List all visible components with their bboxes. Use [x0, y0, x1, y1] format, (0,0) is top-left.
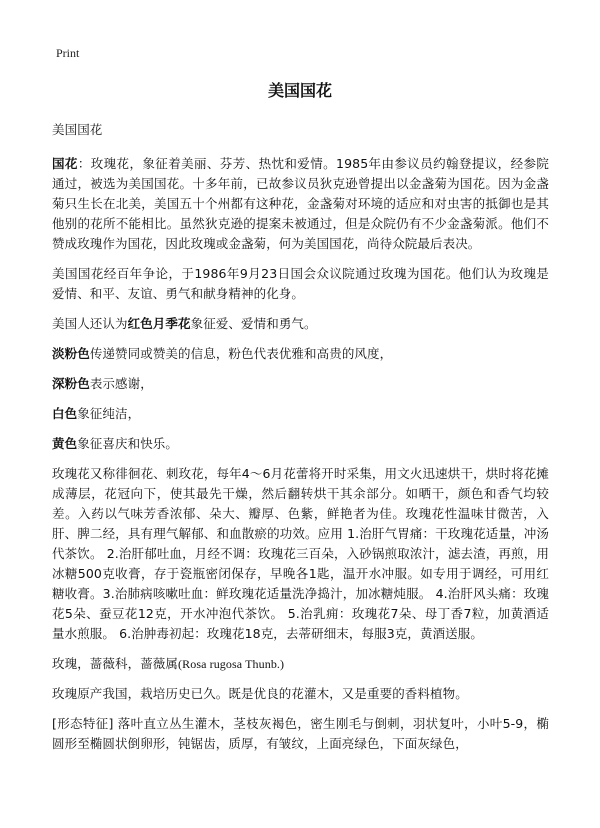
bold-term: 深粉色 [52, 376, 90, 391]
paragraph-light-pink [52, 344, 549, 364]
article-subtitle: 美国国花 [52, 122, 103, 137]
paragraph-red-rose [52, 314, 549, 334]
paragraph-dark-pink [52, 374, 549, 394]
latin-name: (Rosa rugosa Thunb.) [178, 657, 285, 671]
paragraph-text: ：玫瑰花，象征着美丽、芬芳、热忱和爱情。1985年由参议员约翰登提议，经参院通过，被选为美国国花。十多年前，已故参议员狄克逊曾提出以金盏菊为国花。因为金盏菊只生长在北美，美国五十个州都有这种花，金盏菊对环境的适应和对虫害的抵御也是其他别的花所不能相比。虽然狄克逊的提案未被通过，但是众院仍有不少金盏菊派。他们不赞成玫瑰作为国花，因此玫瑰或金盏菊，何为美国国花，尚待众院最后表决。 [52, 156, 549, 251]
paragraph-text: 表示感谢， [89, 376, 153, 391]
paragraph-yellow [52, 434, 549, 454]
paragraph-origin: 玫瑰原产我国，栽培历史已久。既是优良的花灌木，又是重要的香料植物。 [52, 686, 468, 701]
bold-term: 白色 [52, 406, 78, 421]
print-link[interactable]: Print [56, 46, 80, 60]
paragraph-text: 象征喜庆和快乐。 [77, 436, 179, 451]
paragraph-history: 美国国花经百年争论，于1986年9月23日国会众议院通过玫瑰为国花。他们认为玫瑰是爱情、和平、友谊、勇气和献身精神的化身。 [52, 266, 549, 301]
bold-term: 红色月季花 [127, 316, 191, 331]
paragraph-text: 传递赞同或赞美的信息，粉色代表优雅和高贵的风度， [89, 346, 393, 361]
paragraph-taxonomy [52, 654, 549, 674]
article-body [52, 120, 549, 754]
paragraph-national-flower [52, 154, 549, 254]
page-title: 美国国花 [267, 81, 332, 100]
paragraph-white [52, 404, 549, 424]
paragraph-text: 美国人还认为 [52, 316, 128, 331]
bold-term: 黄色 [52, 436, 78, 451]
paragraph-text: 象征纯洁， [77, 406, 141, 421]
bold-term: 国花 [52, 156, 78, 171]
paragraph-text: 玫瑰，蔷薇科，蔷薇属 [52, 656, 179, 671]
paragraph-text: 象征爱、爱情和勇气。 [190, 316, 317, 331]
paragraph-medicinal-use: 玫瑰花又称徘徊花、刺玫花，每年4～6月花蕾将开时采集，用文火迅速烘干，烘时将花摊成薄层，花冠向下，使其最先干燥，然后翻转烘干其余部分。如晒干，颜色和香气均较差。入药以气味芳香浓郁、朵大、瓣厚、色紫，鲜艳者为佳。玫瑰花性温味甘微苦，入肝、脾二经，具有理气解郁、和血散瘀的功效。应用 1.治肝气胃痛：干玫瑰花适量，冲汤代茶饮。 2.治肝郁吐血，月经不调：玫瑰花三百朵，入砂锅煎取浓汁，滤去渣，再煎，用冰糖500克收膏，存于瓷瓶密闭保存，早晚各1匙，温开水冲服。如专用于调经，可用红糖收膏。3.治肺病咳嗽吐血：鲜玫瑰花适量洗净捣汁，加冰糖炖服。 4.治肝风头痛：玫瑰花5朵、蚕豆花12克，开水冲泡代茶饮。 5.治乳痈：玫瑰花7朵、母丁香7粒，加黄酒适量水煎服。 6.治肿毒初起：玫瑰花18克，去蒂研细末，每服3克，黄酒送服。 [52, 466, 549, 641]
paragraph-morphology: [形态特征] 落叶直立丛生灌木，茎枝灰褐色，密生刚毛与倒刺，羽状复叶，小叶5-9，椭圆形至椭圆状倒卵形，钝锯齿，质厚，有皱纹，上面亮绿色，下面灰绿色， [52, 716, 549, 751]
bold-term: 淡粉色 [52, 346, 90, 361]
